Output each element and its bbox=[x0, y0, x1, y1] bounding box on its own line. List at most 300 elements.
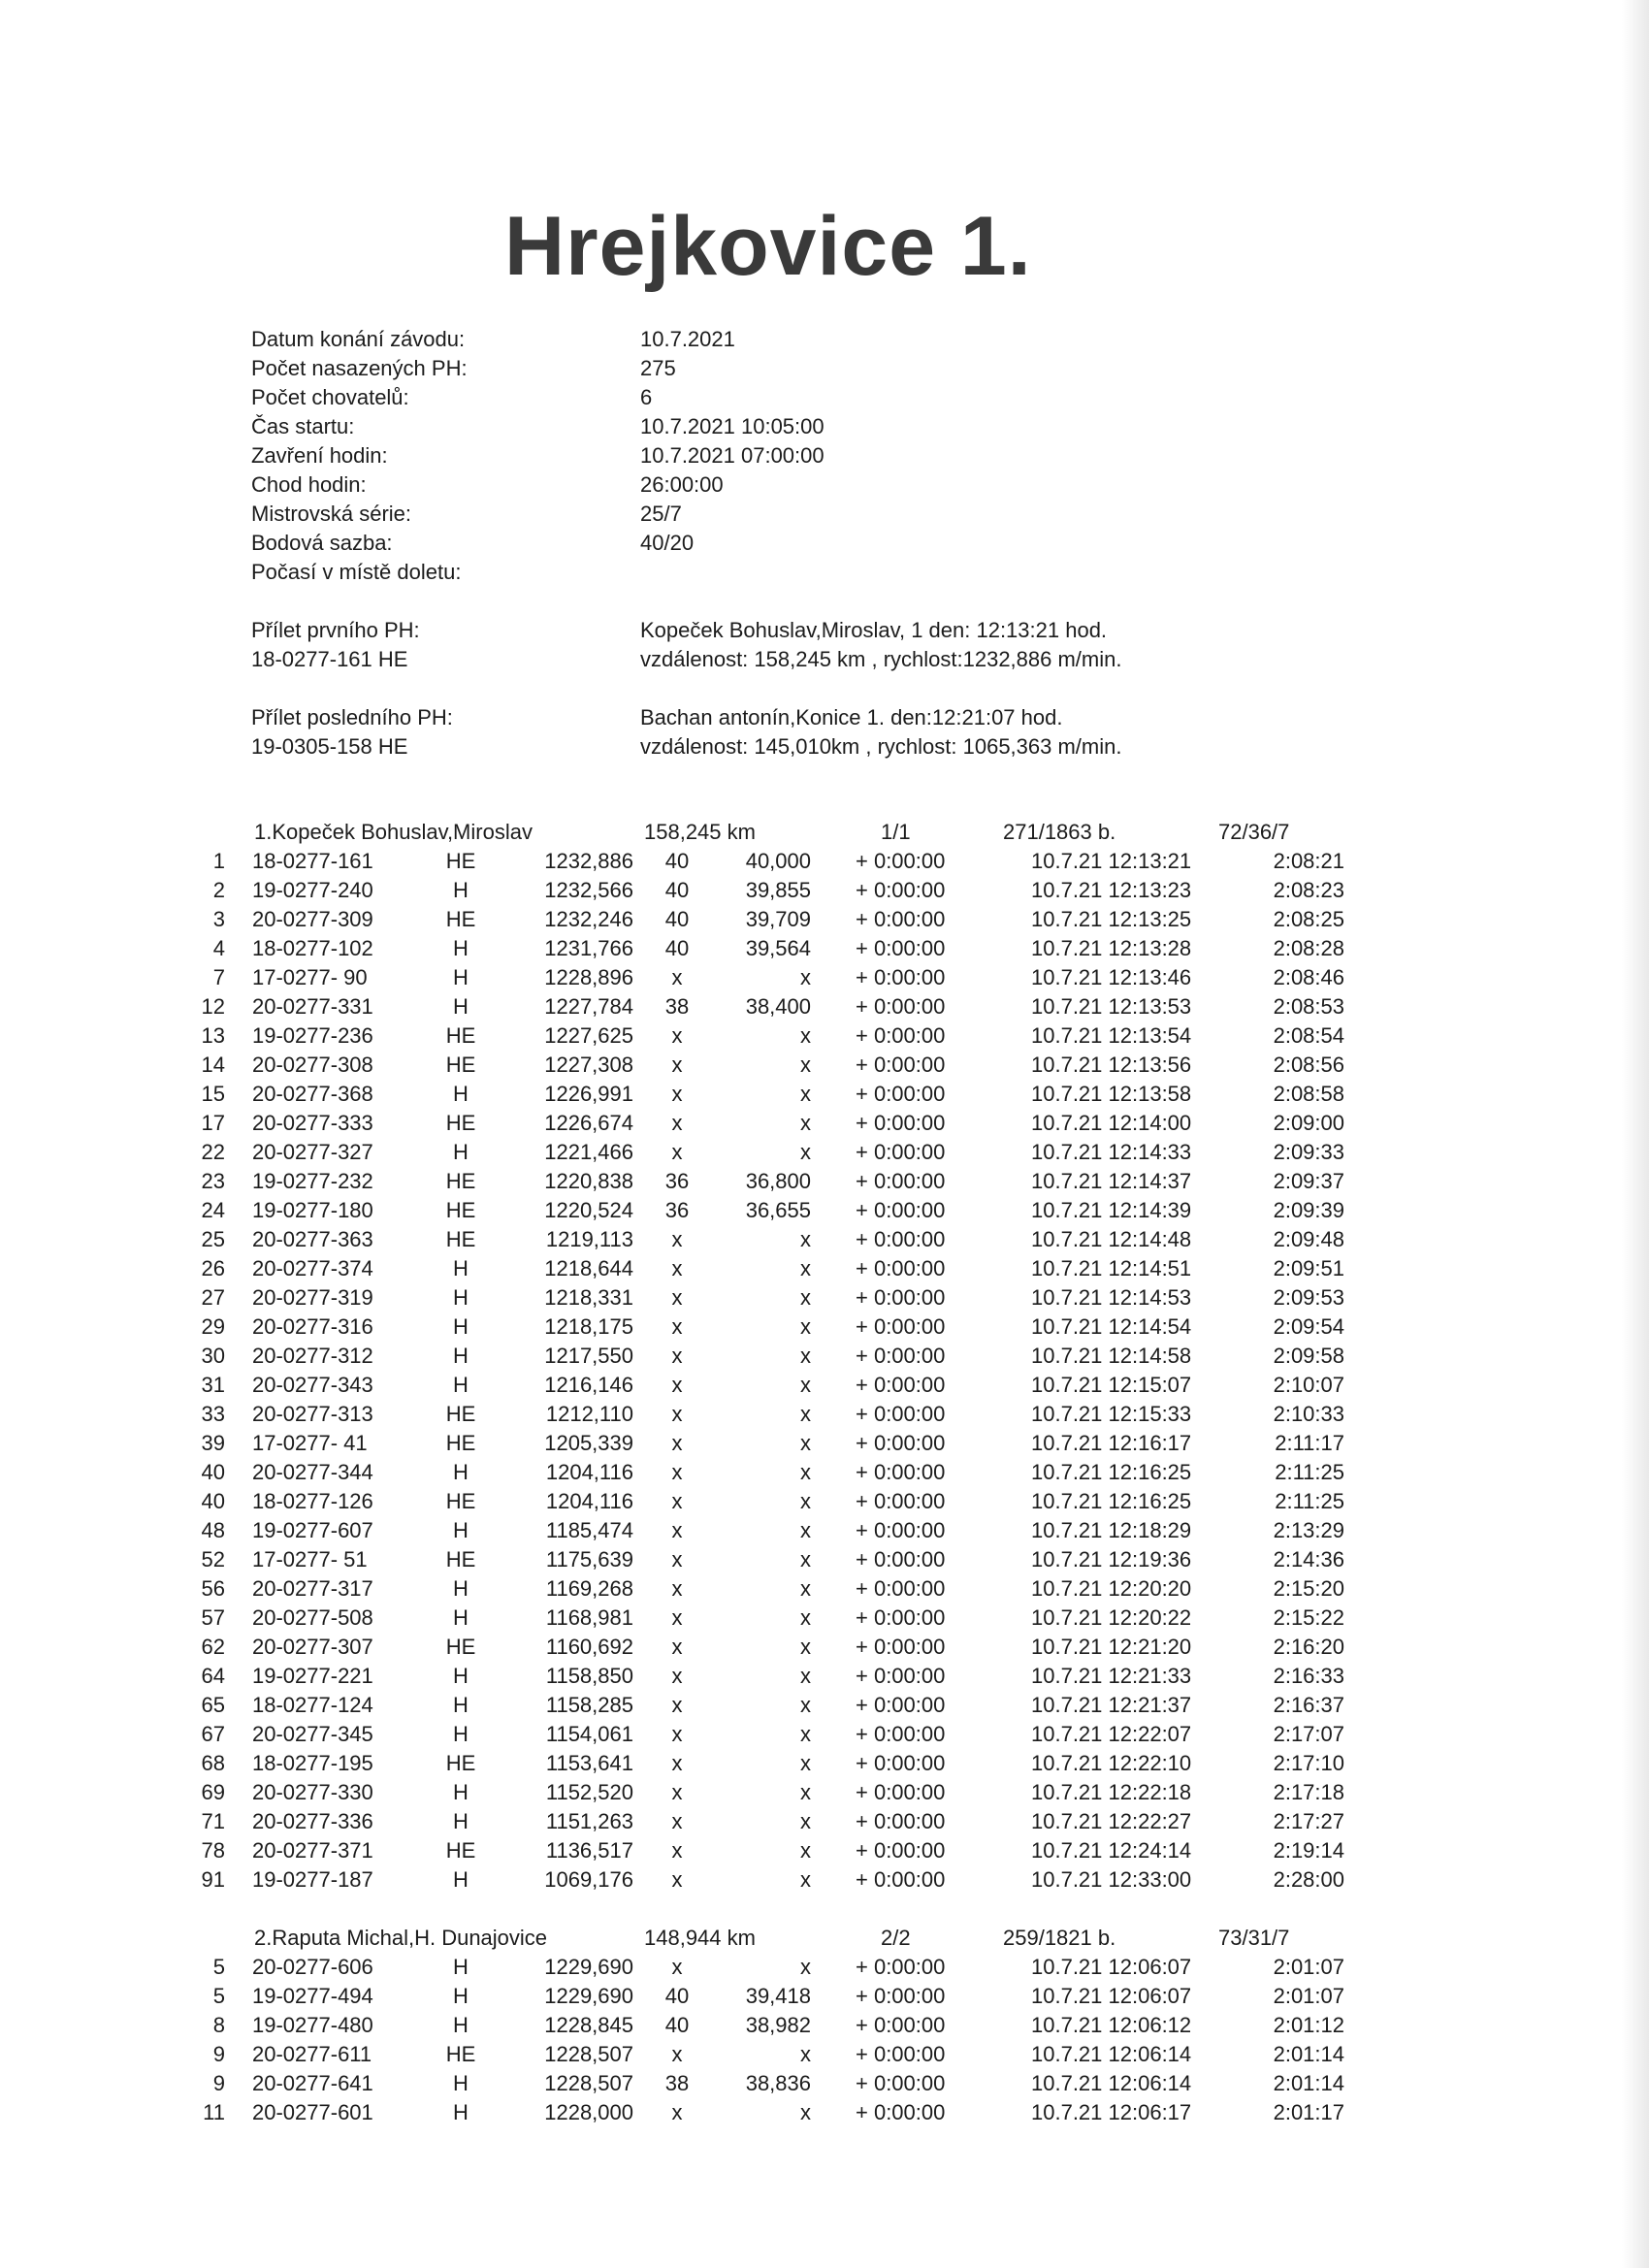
correction-cell: + 0:00:00 bbox=[856, 849, 946, 873]
correction-cell: + 0:00:00 bbox=[856, 1955, 946, 1979]
ring-number-cell: 20-0277-606 bbox=[252, 1955, 373, 1979]
coefficient-cell: x bbox=[671, 1751, 683, 1775]
speed-cell: 1152,520 bbox=[545, 1780, 633, 1804]
correction-cell: + 0:00:00 bbox=[856, 1809, 946, 1833]
points-cell: x bbox=[800, 1023, 811, 1048]
points-cell: 36,655 bbox=[745, 1198, 811, 1222]
speed-cell: 1220,524 bbox=[544, 1198, 633, 1222]
correction-cell: + 0:00:00 bbox=[856, 1023, 946, 1048]
sex-cell: HE bbox=[445, 849, 476, 873]
arrival-time-cell: 10.7.21 12:13:56 bbox=[1031, 1053, 1192, 1077]
arrival-time-cell: 10.7.21 12:13:25 bbox=[1031, 907, 1192, 931]
correction-cell: + 0:00:00 bbox=[856, 1722, 946, 1746]
arrival-time-cell: 10.7.21 12:06:14 bbox=[1031, 2071, 1192, 2095]
ring-number-cell: 20-0277-330 bbox=[252, 1780, 373, 1804]
coefficient-cell: 38 bbox=[664, 2071, 690, 2095]
speed-cell: 1168,981 bbox=[545, 1605, 633, 1630]
speed-cell: 1158,850 bbox=[545, 1664, 633, 1688]
coefficient-cell: x bbox=[671, 1344, 683, 1368]
points-cell: x bbox=[800, 965, 811, 989]
ring-number-cell: 19-0277-236 bbox=[252, 1023, 373, 1048]
coefficient-cell: x bbox=[671, 1460, 683, 1484]
rank-cell: 5 bbox=[212, 1984, 225, 2008]
speed-cell: 1205,339 bbox=[544, 1431, 633, 1455]
flight-time-cell: 2:17:18 bbox=[1273, 1780, 1344, 1804]
table-row bbox=[0, 1225, 1649, 1254]
flight-time-cell: 2:09:53 bbox=[1273, 1285, 1344, 1310]
arrival-time-cell: 10.7.21 12:14:48 bbox=[1031, 1227, 1192, 1251]
rank-cell: 14 bbox=[201, 1053, 225, 1077]
arrival-time-cell: 10.7.21 12:13:23 bbox=[1031, 878, 1192, 902]
sex-cell: H bbox=[453, 1460, 469, 1484]
coefficient-cell: 36 bbox=[664, 1198, 690, 1222]
table-row bbox=[0, 1662, 1649, 1691]
rank-cell: 9 bbox=[212, 2071, 225, 2095]
rank-cell: 62 bbox=[201, 1635, 225, 1659]
table-row bbox=[0, 1545, 1649, 1574]
ring-number-cell: 20-0277-307 bbox=[252, 1635, 373, 1659]
flight-time-cell: 2:09:51 bbox=[1273, 1256, 1344, 1280]
arrival-time-cell: 10.7.21 12:14:53 bbox=[1031, 1285, 1192, 1310]
flight-time-cell: 2:14:36 bbox=[1273, 1547, 1344, 1571]
speed-cell: 1227,308 bbox=[544, 1053, 633, 1077]
ring-number-cell: 20-0277-331 bbox=[252, 994, 373, 1019]
correction-cell: + 0:00:00 bbox=[856, 878, 946, 902]
arrival-time-cell: 10.7.21 12:13:28 bbox=[1031, 936, 1192, 960]
coefficient-cell: x bbox=[671, 1635, 683, 1659]
coefficient-cell: x bbox=[671, 1023, 683, 1048]
arrival-time-cell: 10.7.21 12:22:10 bbox=[1031, 1751, 1192, 1775]
ring-number-cell: 20-0277-312 bbox=[252, 1344, 373, 1368]
arrival-time-cell: 10.7.21 12:18:29 bbox=[1031, 1518, 1192, 1542]
sex-cell: HE bbox=[445, 1227, 476, 1251]
sex-cell: H bbox=[453, 1984, 469, 2008]
table-row bbox=[0, 934, 1649, 963]
arrival-time-cell: 10.7.21 12:22:07 bbox=[1031, 1722, 1192, 1746]
info-value: 275 bbox=[640, 356, 676, 380]
coefficient-cell: 40 bbox=[664, 878, 690, 902]
coefficient-cell: x bbox=[671, 1489, 683, 1513]
sex-cell: HE bbox=[445, 1169, 476, 1193]
arrival-time-cell: 10.7.21 12:06:14 bbox=[1031, 2042, 1192, 2066]
breeder-name: 2.Raputa Michal,H. Dunajovice bbox=[254, 1926, 548, 1950]
points-cell: x bbox=[800, 1082, 811, 1106]
ring-number-cell: 20-0277-319 bbox=[252, 1285, 373, 1310]
group-series: 73/31/7 bbox=[1218, 1926, 1290, 1950]
rank-cell: 25 bbox=[201, 1227, 225, 1251]
speed-cell: 1218,331 bbox=[544, 1285, 633, 1310]
sex-cell: H bbox=[453, 994, 469, 1019]
speed-cell: 1218,644 bbox=[544, 1256, 633, 1280]
speed-cell: 1220,838 bbox=[544, 1169, 633, 1193]
first-arrival-ring: 18-0277-161 HE bbox=[251, 647, 408, 671]
rank-cell: 91 bbox=[201, 1867, 225, 1892]
ring-number-cell: 20-0277-363 bbox=[252, 1227, 373, 1251]
speed-cell: 1154,061 bbox=[545, 1722, 633, 1746]
coefficient-cell: x bbox=[671, 1867, 683, 1892]
sex-cell: H bbox=[453, 1867, 469, 1892]
sex-cell: H bbox=[453, 878, 469, 902]
speed-cell: 1232,886 bbox=[544, 849, 633, 873]
last-arrival-line2: vzdálenost: 145,010km , rychlost: 1065,363 m/min. bbox=[640, 734, 1122, 759]
correction-cell: + 0:00:00 bbox=[856, 907, 946, 931]
coefficient-cell: x bbox=[671, 2100, 683, 2124]
arrival-time-cell: 10.7.21 12:13:21 bbox=[1031, 849, 1192, 873]
rank-cell: 23 bbox=[201, 1169, 225, 1193]
coefficient-cell: x bbox=[671, 1373, 683, 1397]
coefficient-cell: x bbox=[671, 1285, 683, 1310]
sex-cell: H bbox=[453, 1518, 469, 1542]
coefficient-cell: x bbox=[671, 1955, 683, 1979]
arrival-time-cell: 10.7.21 12:06:07 bbox=[1031, 1984, 1192, 2008]
speed-cell: 1218,175 bbox=[544, 1314, 633, 1339]
points-cell: 36,800 bbox=[745, 1169, 811, 1193]
ring-number-cell: 20-0277-313 bbox=[252, 1402, 373, 1426]
sex-cell: HE bbox=[445, 1431, 476, 1455]
table-row bbox=[0, 1371, 1649, 1400]
table-row bbox=[0, 1342, 1649, 1371]
arrival-time-cell: 10.7.21 12:06:07 bbox=[1031, 1955, 1192, 1979]
correction-cell: + 0:00:00 bbox=[856, 1431, 946, 1455]
info-value: 6 bbox=[640, 385, 653, 409]
sex-cell: H bbox=[453, 1373, 469, 1397]
arrival-time-cell: 10.7.21 12:14:58 bbox=[1031, 1344, 1192, 1368]
table-row bbox=[0, 847, 1649, 876]
ring-number-cell: 20-0277-371 bbox=[252, 1838, 373, 1863]
correction-cell: + 0:00:00 bbox=[856, 1460, 946, 1484]
points-cell: 40,000 bbox=[745, 849, 811, 873]
sex-cell: HE bbox=[445, 1111, 476, 1135]
points-cell: x bbox=[800, 1780, 811, 1804]
rank-cell: 7 bbox=[212, 965, 225, 989]
flight-time-cell: 2:09:54 bbox=[1273, 1314, 1344, 1339]
speed-cell: 1231,766 bbox=[544, 936, 633, 960]
flight-time-cell: 2:08:28 bbox=[1273, 936, 1344, 960]
points-cell: x bbox=[800, 1373, 811, 1397]
arrival-time-cell: 10.7.21 12:15:07 bbox=[1031, 1373, 1192, 1397]
ring-number-cell: 20-0277-368 bbox=[252, 1082, 373, 1106]
arrival-time-cell: 10.7.21 12:14:39 bbox=[1031, 1198, 1192, 1222]
table-row bbox=[0, 1254, 1649, 1283]
speed-cell: 1204,116 bbox=[545, 1489, 633, 1513]
info-label: Datum konání závodu: bbox=[251, 327, 466, 351]
table-row bbox=[0, 1633, 1649, 1662]
ring-number-cell: 18-0277-161 bbox=[252, 849, 373, 873]
points-cell: x bbox=[800, 1867, 811, 1892]
ring-number-cell: 19-0277-221 bbox=[252, 1664, 373, 1688]
correction-cell: + 0:00:00 bbox=[856, 1285, 946, 1310]
sex-cell: HE bbox=[445, 1198, 476, 1222]
speed-cell: 1228,507 bbox=[544, 2042, 633, 2066]
rank-cell: 24 bbox=[201, 1198, 225, 1222]
correction-cell: + 0:00:00 bbox=[856, 1751, 946, 1775]
sex-cell: H bbox=[453, 1605, 469, 1630]
table-row bbox=[0, 2069, 1649, 2098]
coefficient-cell: x bbox=[671, 1547, 683, 1571]
ring-number-cell: 17-0277- 41 bbox=[252, 1431, 368, 1455]
correction-cell: + 0:00:00 bbox=[856, 965, 946, 989]
flight-time-cell: 2:17:10 bbox=[1273, 1751, 1344, 1775]
coefficient-cell: x bbox=[671, 1576, 683, 1601]
points-cell: 39,855 bbox=[745, 878, 811, 902]
arrival-time-cell: 10.7.21 12:13:53 bbox=[1031, 994, 1192, 1019]
flight-time-cell: 2:10:33 bbox=[1273, 1402, 1344, 1426]
rank-cell: 78 bbox=[201, 1838, 225, 1863]
sex-cell: H bbox=[453, 2071, 469, 2095]
correction-cell: + 0:00:00 bbox=[856, 1344, 946, 1368]
coefficient-cell: x bbox=[671, 1256, 683, 1280]
sex-cell: H bbox=[453, 1285, 469, 1310]
ring-number-cell: 19-0277-187 bbox=[252, 1867, 373, 1892]
rank-cell: 4 bbox=[212, 936, 225, 960]
points-cell: x bbox=[800, 1285, 811, 1310]
rank-cell: 56 bbox=[201, 1576, 225, 1601]
info-value: 40/20 bbox=[640, 531, 695, 555]
flight-time-cell: 2:11:25 bbox=[1275, 1489, 1344, 1513]
rank-cell: 15 bbox=[201, 1082, 225, 1106]
table-row bbox=[0, 1749, 1649, 1778]
first-arrival-label: Přílet prvního PH: bbox=[251, 618, 420, 642]
coefficient-cell: 40 bbox=[664, 936, 690, 960]
points-cell: x bbox=[800, 1635, 811, 1659]
points-cell: x bbox=[800, 1809, 811, 1833]
group-distance: 148,944 km bbox=[644, 1926, 756, 1950]
points-cell: x bbox=[800, 1053, 811, 1077]
sex-cell: HE bbox=[445, 1053, 476, 1077]
rank-cell: 31 bbox=[201, 1373, 225, 1397]
ring-number-cell: 20-0277-344 bbox=[252, 1460, 373, 1484]
arrival-time-cell: 10.7.21 12:15:33 bbox=[1031, 1402, 1192, 1426]
rank-cell: 12 bbox=[201, 994, 225, 1019]
correction-cell: + 0:00:00 bbox=[856, 1082, 946, 1106]
rank-cell: 30 bbox=[201, 1344, 225, 1368]
last-arrival-ring: 19-0305-158 HE bbox=[251, 734, 408, 759]
arrival-time-cell: 10.7.21 12:13:54 bbox=[1031, 1023, 1192, 1048]
flight-time-cell: 2:11:17 bbox=[1275, 1431, 1344, 1455]
table-row bbox=[0, 1604, 1649, 1633]
table-row bbox=[0, 1574, 1649, 1604]
ring-number-cell: 20-0277-316 bbox=[252, 1314, 373, 1339]
sex-cell: H bbox=[453, 1576, 469, 1601]
coefficient-cell: x bbox=[671, 1693, 683, 1717]
points-cell: x bbox=[800, 1227, 811, 1251]
info-value: 10.7.2021 bbox=[640, 327, 735, 351]
info-value: 25/7 bbox=[640, 502, 682, 526]
arrival-time-cell: 10.7.21 12:19:36 bbox=[1031, 1547, 1192, 1571]
sex-cell: HE bbox=[445, 1023, 476, 1048]
arrival-time-cell: 10.7.21 12:13:46 bbox=[1031, 965, 1192, 989]
table-row bbox=[0, 1865, 1649, 1895]
coefficient-cell: 40 bbox=[664, 1984, 690, 2008]
rank-cell: 2 bbox=[212, 878, 225, 902]
coefficient-cell: x bbox=[671, 1809, 683, 1833]
arrival-time-cell: 10.7.21 12:22:27 bbox=[1031, 1809, 1192, 1833]
flight-time-cell: 2:08:25 bbox=[1273, 907, 1344, 931]
ring-number-cell: 19-0277-494 bbox=[252, 1984, 373, 2008]
flight-time-cell: 2:08:58 bbox=[1273, 1082, 1344, 1106]
ring-number-cell: 19-0277-480 bbox=[252, 2013, 373, 2037]
coefficient-cell: 40 bbox=[664, 907, 690, 931]
page-title: Hrejkovice 1. bbox=[504, 200, 1032, 293]
group-header bbox=[0, 818, 1649, 847]
rank-cell: 26 bbox=[201, 1256, 225, 1280]
points-cell: x bbox=[800, 1955, 811, 1979]
points-cell: x bbox=[800, 1489, 811, 1513]
coefficient-cell: 38 bbox=[664, 994, 690, 1019]
rank-cell: 64 bbox=[201, 1664, 225, 1688]
info-label: Chod hodin: bbox=[251, 472, 367, 497]
sex-cell: HE bbox=[445, 1547, 476, 1571]
ring-number-cell: 20-0277-336 bbox=[252, 1809, 373, 1833]
first-arrival-line1: Kopeček Bohuslav,Miroslav, 1 den: 12:13:21 hod. bbox=[640, 618, 1108, 642]
table-row bbox=[0, 1109, 1649, 1138]
flight-time-cell: 2:01:07 bbox=[1273, 1984, 1344, 2008]
speed-cell: 1216,146 bbox=[544, 1373, 633, 1397]
ring-number-cell: 20-0277-374 bbox=[252, 1256, 373, 1280]
arrival-time-cell: 10.7.21 12:14:33 bbox=[1031, 1140, 1192, 1164]
ring-number-cell: 20-0277-309 bbox=[252, 907, 373, 931]
sex-cell: HE bbox=[445, 1751, 476, 1775]
speed-cell: 1227,625 bbox=[544, 1023, 633, 1048]
speed-cell: 1219,113 bbox=[545, 1227, 633, 1251]
correction-cell: + 0:00:00 bbox=[856, 1489, 946, 1513]
flight-time-cell: 2:09:48 bbox=[1273, 1227, 1344, 1251]
speed-cell: 1153,641 bbox=[545, 1751, 633, 1775]
arrival-time-cell: 10.7.21 12:24:14 bbox=[1031, 1838, 1192, 1863]
rank-cell: 13 bbox=[201, 1023, 225, 1048]
rank-cell: 67 bbox=[201, 1722, 225, 1746]
table-row bbox=[0, 963, 1649, 992]
rank-cell: 33 bbox=[201, 1402, 225, 1426]
rank-cell: 11 bbox=[203, 2100, 225, 2124]
flight-time-cell: 2:19:14 bbox=[1273, 1838, 1344, 1863]
coefficient-cell: x bbox=[671, 1780, 683, 1804]
flight-time-cell: 2:13:29 bbox=[1273, 1518, 1344, 1542]
sex-cell: H bbox=[453, 936, 469, 960]
ring-number-cell: 20-0277-343 bbox=[252, 1373, 373, 1397]
rank-cell: 22 bbox=[201, 1140, 225, 1164]
table-row bbox=[0, 2011, 1649, 2040]
arrival-time-cell: 10.7.21 12:20:22 bbox=[1031, 1605, 1192, 1630]
sex-cell: H bbox=[453, 2100, 469, 2124]
coefficient-cell: x bbox=[671, 1431, 683, 1455]
points-cell: x bbox=[800, 1605, 811, 1630]
arrival-time-cell: 10.7.21 12:16:25 bbox=[1031, 1460, 1192, 1484]
points-cell: x bbox=[800, 2042, 811, 2066]
sex-cell: H bbox=[453, 965, 469, 989]
sex-cell: H bbox=[453, 1664, 469, 1688]
speed-cell: 1228,896 bbox=[544, 965, 633, 989]
table-row bbox=[0, 1196, 1649, 1225]
flight-time-cell: 2:08:46 bbox=[1273, 965, 1344, 989]
info-label: Počet chovatelů: bbox=[251, 385, 409, 409]
arrival-time-cell: 10.7.21 12:06:12 bbox=[1031, 2013, 1192, 2037]
arrival-time-cell: 10.7.21 12:21:37 bbox=[1031, 1693, 1192, 1717]
arrival-time-cell: 10.7.21 12:14:00 bbox=[1031, 1111, 1192, 1135]
coefficient-cell: x bbox=[671, 1227, 683, 1251]
flight-time-cell: 2:28:00 bbox=[1273, 1867, 1344, 1892]
correction-cell: + 0:00:00 bbox=[856, 1780, 946, 1804]
flight-time-cell: 2:15:22 bbox=[1273, 1605, 1344, 1630]
coefficient-cell: 36 bbox=[664, 1169, 690, 1193]
rank-cell: 17 bbox=[201, 1111, 225, 1135]
rank-cell: 29 bbox=[201, 1314, 225, 1339]
points-cell: x bbox=[800, 1722, 811, 1746]
points-cell: x bbox=[800, 1111, 811, 1135]
correction-cell: + 0:00:00 bbox=[856, 1547, 946, 1571]
flight-time-cell: 2:08:54 bbox=[1273, 1023, 1344, 1048]
coefficient-cell: x bbox=[671, 1838, 683, 1863]
ring-number-cell: 20-0277-333 bbox=[252, 1111, 373, 1135]
speed-cell: 1221,466 bbox=[544, 1140, 633, 1164]
ring-number-cell: 19-0277-607 bbox=[252, 1518, 373, 1542]
arrival-time-cell: 10.7.21 12:22:18 bbox=[1031, 1780, 1192, 1804]
group-series: 72/36/7 bbox=[1218, 820, 1290, 844]
points-cell: x bbox=[800, 1664, 811, 1688]
ring-number-cell: 20-0277-345 bbox=[252, 1722, 373, 1746]
rank-cell: 52 bbox=[201, 1547, 225, 1571]
arrival-time-cell: 10.7.21 12:21:20 bbox=[1031, 1635, 1192, 1659]
table-row bbox=[0, 1720, 1649, 1749]
points-cell: 39,418 bbox=[745, 1984, 811, 2008]
points-cell: x bbox=[800, 1314, 811, 1339]
group-points: 259/1821 b. bbox=[1003, 1926, 1116, 1950]
correction-cell: + 0:00:00 bbox=[856, 2042, 946, 2066]
coefficient-cell: x bbox=[671, 1722, 683, 1746]
table-row bbox=[0, 2040, 1649, 2069]
sex-cell: H bbox=[453, 1256, 469, 1280]
correction-cell: + 0:00:00 bbox=[856, 1256, 946, 1280]
table-row bbox=[0, 1836, 1649, 1865]
arrival-time-cell: 10.7.21 12:33:00 bbox=[1031, 1867, 1192, 1892]
speed-cell: 1175,639 bbox=[545, 1547, 633, 1571]
speed-cell: 1228,507 bbox=[544, 2071, 633, 2095]
correction-cell: + 0:00:00 bbox=[856, 1053, 946, 1077]
info-label: Počet nasazených PH: bbox=[251, 356, 468, 380]
flight-time-cell: 2:09:00 bbox=[1273, 1111, 1344, 1135]
coefficient-cell: x bbox=[671, 1082, 683, 1106]
sex-cell: H bbox=[453, 1082, 469, 1106]
table-row bbox=[0, 1778, 1649, 1807]
sex-cell: HE bbox=[445, 2042, 476, 2066]
flight-time-cell: 2:01:12 bbox=[1273, 2013, 1344, 2037]
rank-cell: 71 bbox=[201, 1809, 225, 1833]
results-table bbox=[0, 818, 1649, 2127]
flight-time-cell: 2:10:07 bbox=[1273, 1373, 1344, 1397]
points-cell: x bbox=[800, 1547, 811, 1571]
points-cell: x bbox=[800, 1140, 811, 1164]
ring-number-cell: 18-0277-126 bbox=[252, 1489, 373, 1513]
ring-number-cell: 19-0277-180 bbox=[252, 1198, 373, 1222]
rank-cell: 65 bbox=[201, 1693, 225, 1717]
correction-cell: + 0:00:00 bbox=[856, 994, 946, 1019]
sex-cell: H bbox=[453, 1140, 469, 1164]
speed-cell: 1204,116 bbox=[545, 1460, 633, 1484]
rank-cell: 27 bbox=[201, 1285, 225, 1310]
points-cell: 38,836 bbox=[745, 2071, 811, 2095]
points-cell: x bbox=[800, 1838, 811, 1863]
coefficient-cell: 40 bbox=[664, 2013, 690, 2037]
points-cell: 39,564 bbox=[745, 936, 811, 960]
flight-time-cell: 2:09:39 bbox=[1273, 1198, 1344, 1222]
rank-cell: 39 bbox=[201, 1431, 225, 1455]
coefficient-cell: x bbox=[671, 1314, 683, 1339]
rank-cell: 5 bbox=[212, 1955, 225, 1979]
arrival-time-cell: 10.7.21 12:14:54 bbox=[1031, 1314, 1192, 1339]
correction-cell: + 0:00:00 bbox=[856, 1576, 946, 1601]
table-row bbox=[0, 1138, 1649, 1167]
coefficient-cell: x bbox=[671, 2042, 683, 2066]
